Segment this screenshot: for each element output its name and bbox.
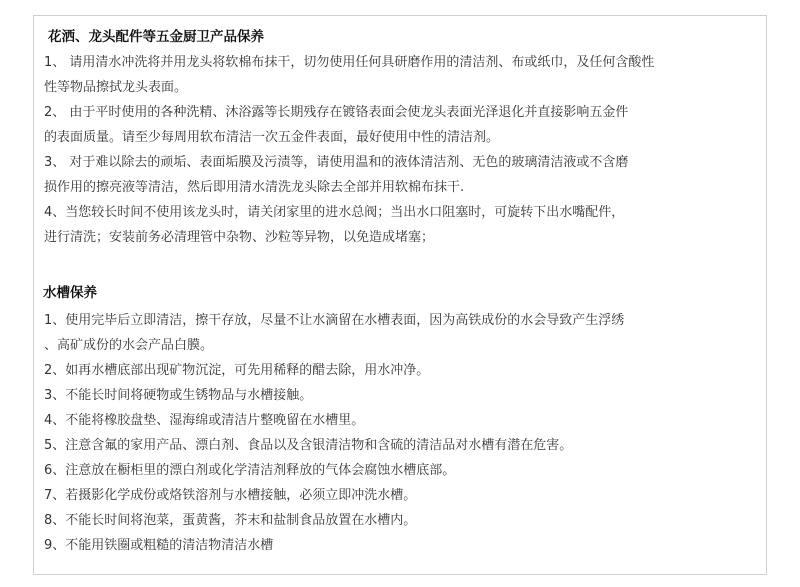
section-title-hardware-care: 花洒、龙头配件等五金厨卫产品保养 — [48, 29, 264, 45]
hardware-item-2-line-2: 的表面质量。请至少每周用软布清洁一次五金件表面，最好使用中性的清洁剂。 — [44, 130, 500, 145]
sink-item-2: 2、如再水槽底部出现矿物沉淀，可先用稀释的醋去除，用水冲净。 — [44, 363, 430, 378]
sink-item-9: 9、不能用铁圈或粗糙的清洁物清洁水槽 — [44, 538, 274, 553]
sink-item-5: 5、注意含氟的家用产品、漂白剂、食品以及含银清洁物和含硫的清洁品对水槽有潜在危害。 — [44, 438, 573, 453]
sink-item-7: 7、若摄影化学成份或烙铁溶剂与水槽接触，必须立即冲洗水槽。 — [44, 488, 417, 503]
sink-item-4: 4、不能将橡胶盘垫、湿海绵或清洁片整晚留在水槽里。 — [44, 413, 365, 428]
sink-item-3: 3、不能长时间将硬物或生锈物品与水槽接触。 — [44, 388, 313, 403]
sink-item-8: 8、不能长时间将泡菜，蛋黄酱，芥末和盐制食品放置在水槽内。 — [44, 513, 417, 528]
hardware-item-1-line-1: 1、 请用清水冲洗将并用龙头将软棉布抹干，切勿使用任何具研磨作用的清洁剂、布或纸巾，及任何含酸性 — [44, 55, 655, 70]
sink-item-1-line-1: 1、使用完毕后立即清洁，擦干存放，尽量不让水滴留在水槽表面，因为高铁成份的水会导致产生浮绣 — [44, 313, 625, 328]
sink-item-6: 6、注意放在橱柜里的漂白剂或化学清洁剂释放的气体会腐蚀水槽底部。 — [44, 463, 456, 478]
hardware-item-2-line-1: 2、 由于平时使用的各种洗精、沐浴露等长期残存在镀铬表面会使龙头表面光泽退化并直接影响五金件 — [44, 105, 629, 120]
hardware-item-3-line-2: 损作用的擦亮液等清洁，然后即用清水清洗龙头除去全部并用软棉布抹干. — [44, 180, 465, 195]
hardware-item-3-line-1: 3、 对于难以除去的顽垢、表面垢膜及污渍等，请使用温和的液体清洁剂、无色的玻璃清洁液或不含磨 — [44, 155, 629, 170]
hardware-item-1-line-2: 性等物品擦拭龙头表面。 — [44, 80, 188, 95]
sink-item-1-line-2: 、高矿成份的水会产品白膜。 — [44, 338, 214, 353]
hardware-item-4-line-2: 进行清洗；安装前务必清理管中杂物、沙粒等异物，以免造成堵塞； — [44, 230, 435, 245]
hardware-item-4-line-1: 4、当您较长时间不使用该龙头时，请关闭家里的进水总阀；当出水口阻塞时，可旋转下出水嘴配件， — [44, 205, 625, 220]
content-card — [33, 15, 767, 575]
section-title-sink-care: 水槽保养 — [43, 285, 97, 301]
